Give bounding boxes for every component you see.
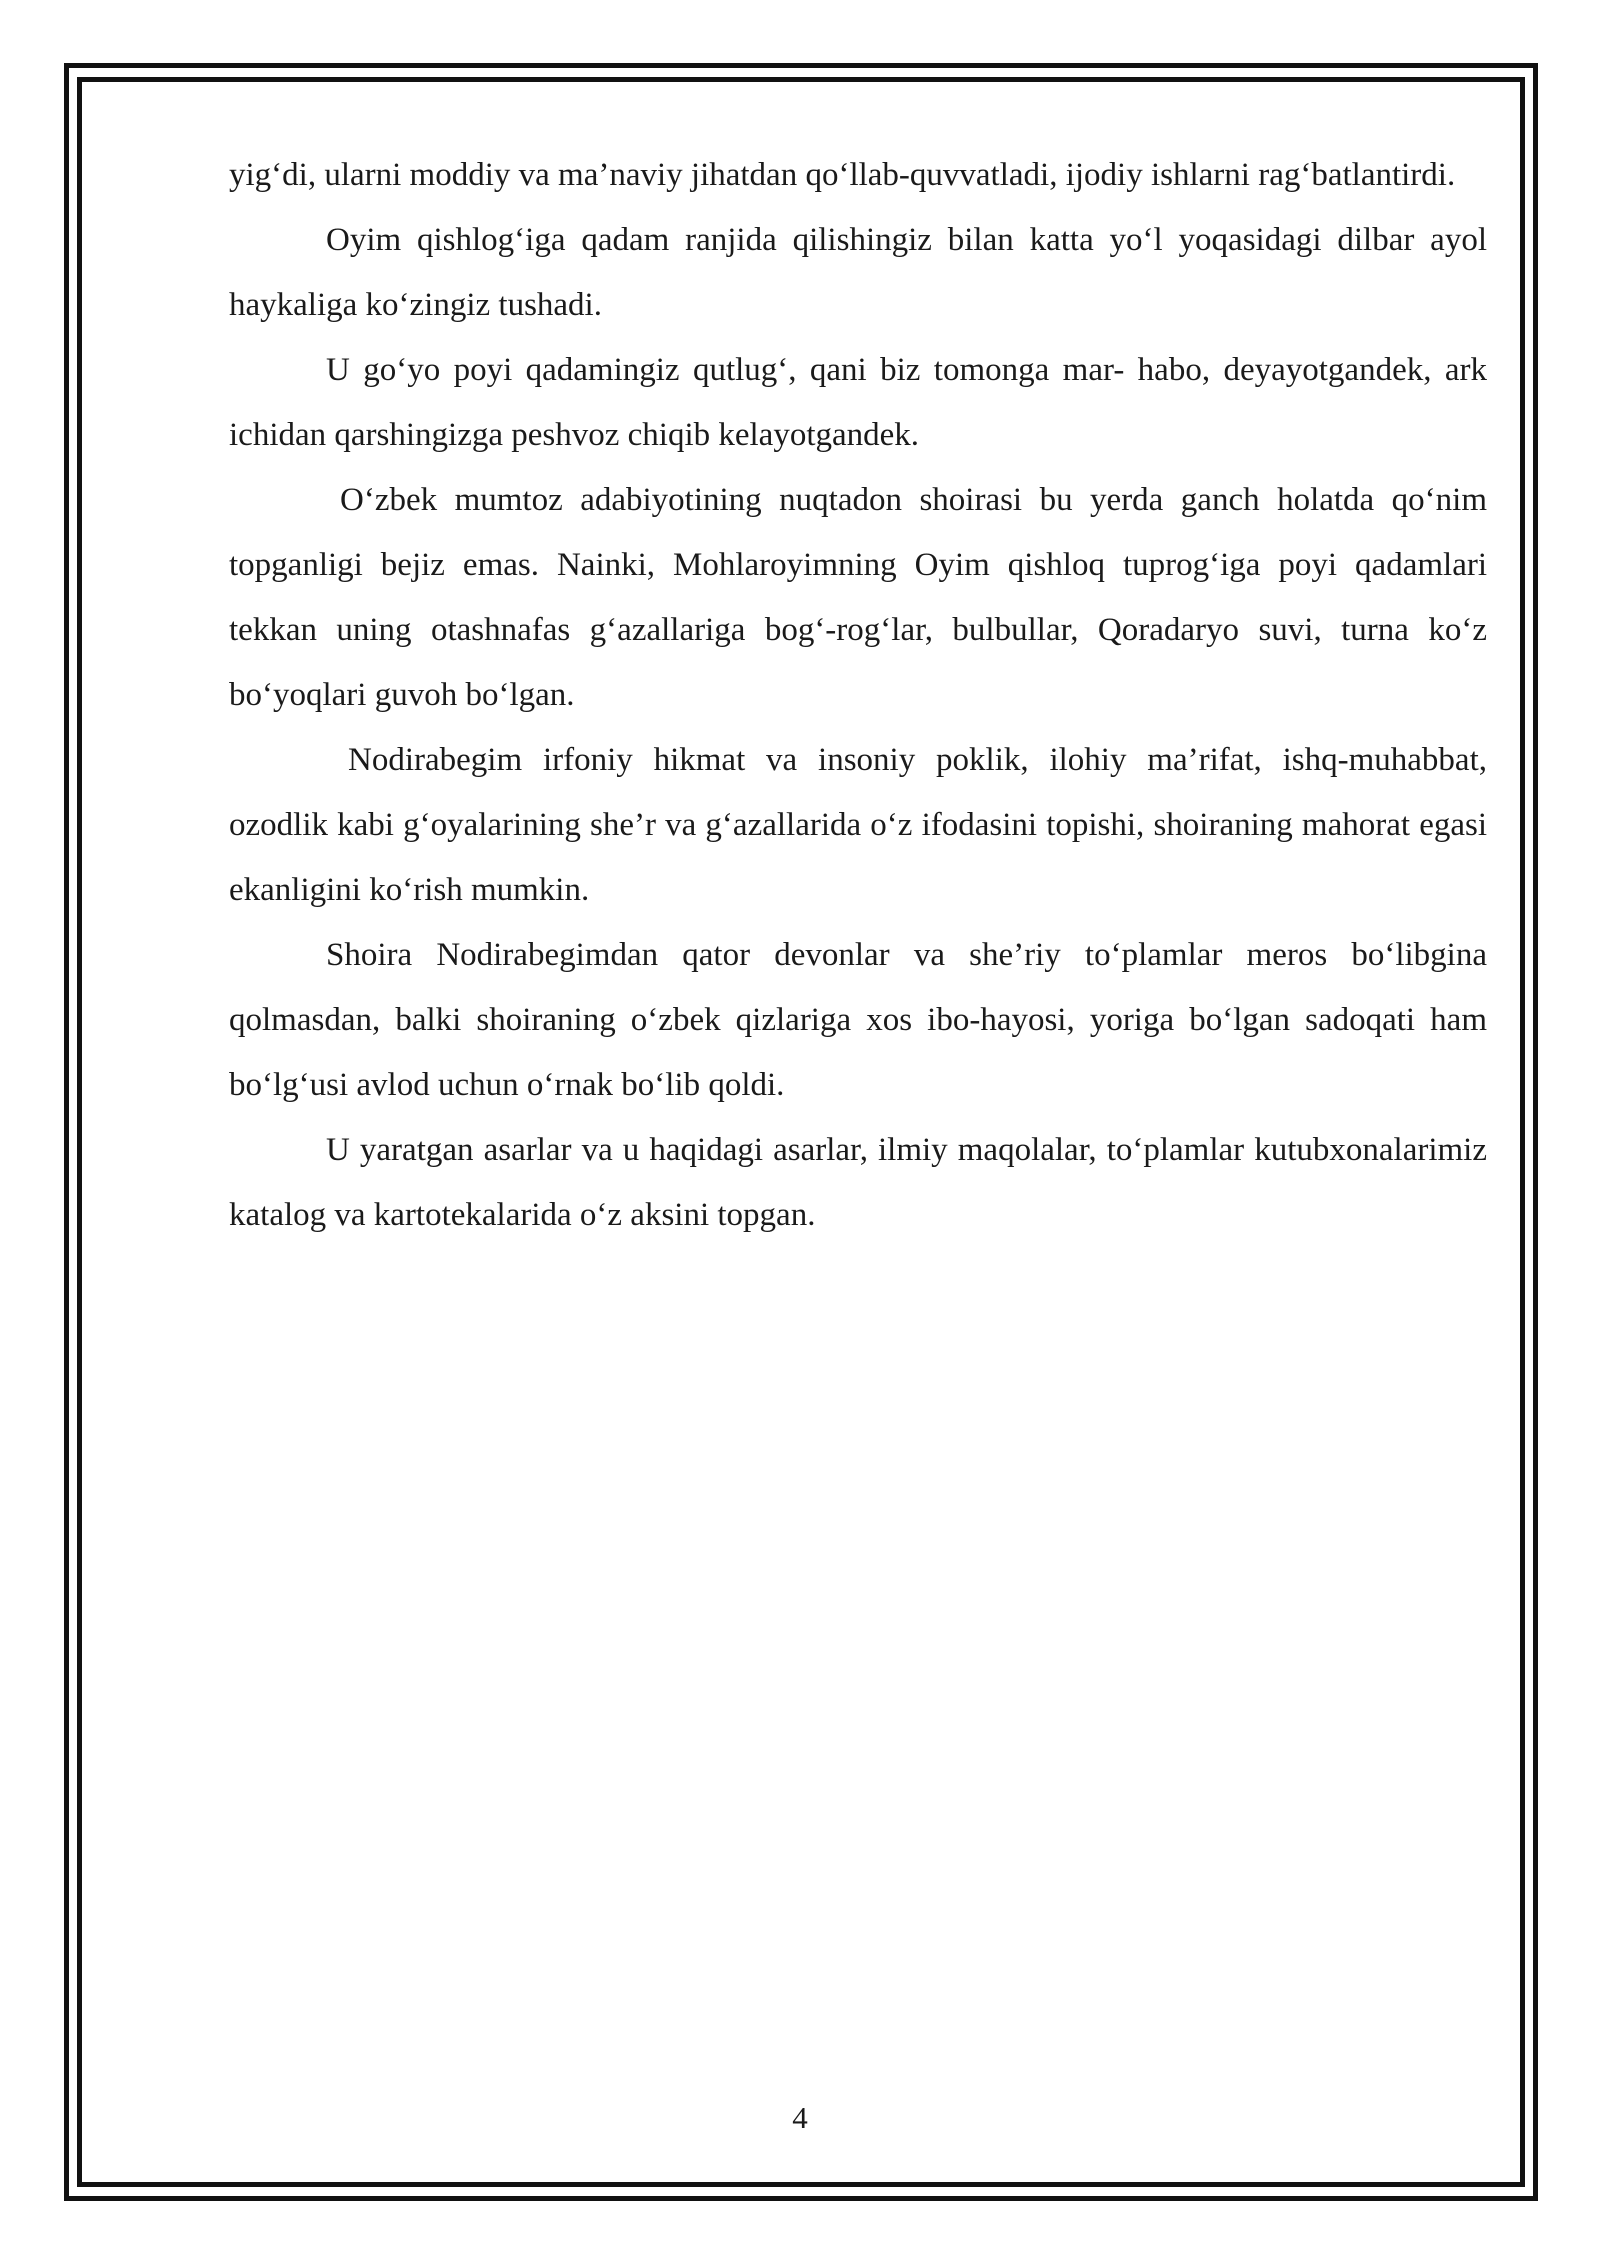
paragraph-4: O‘zbek mumtoz adabiyotining nuqtadon shoirasi bu yerda ganch holatda qo‘nim topganligi bejiz emas. Nainki, Mohlaroyimning Oyim qishloq tuprog‘iga poyi qadamlari tekkan uning otashnafas g‘azallariga bog‘-rog‘lar, bulbullar, Qoradaryo suvi, turna ko‘z bo‘yoqlari guvoh bo‘lgan. bbox=[229, 482, 1487, 713]
paragraph-6: Shoira Nodirabegimdan qator devonlar va she’riy to‘plamlar meros bo‘libgina qolmasdan, balki shoiraning o‘zbek qizlariga xos ibo-hayosi, yoriga bo‘lgan sadoqati ham bo‘lg‘usi avlod uchun o‘rnak bo‘lib qoldi. bbox=[229, 937, 1487, 1103]
paragraph-5: Nodirabegim irfoniy hikmat va insoniy poklik, ilohiy ma’rifat, ishq-muhabbat, ozodlik kabi g‘oyalarining she’r va g‘azallarida o‘z ifodasini topishi, shoiraning mahorat egasi ekanligini ko‘rish mumkin. bbox=[229, 742, 1487, 908]
page-number: 4 bbox=[792, 2100, 808, 2135]
document-body bbox=[229, 143, 1487, 1248]
paragraph-2: Oyim qishlog‘iga qadam ranjida qilishingiz bilan katta yo‘l yoqasidagi dilbar ayol haykaliga ko‘zingiz tushadi. bbox=[229, 222, 1487, 323]
paragraph-7: U yaratgan asarlar va u haqidagi asarlar, ilmiy maqolalar, to‘plamlar kutubxonalarimiz katalog va kartotekalarida o‘z aksini topgan. bbox=[229, 1132, 1487, 1233]
paragraph-3: U go‘yo poyi qadamingiz qutlug‘, qani biz tomonga mar- habo, deyayotgandek, ark ichidan qarshingizga peshvoz chiqib kelayotgandek. bbox=[229, 352, 1487, 453]
paragraph-1: yig‘di, ularni moddiy va ma’naviy jihatdan qo‘llab-quvvatladi, ijodiy ishlarni rag‘batlantirdi. bbox=[229, 157, 1456, 193]
